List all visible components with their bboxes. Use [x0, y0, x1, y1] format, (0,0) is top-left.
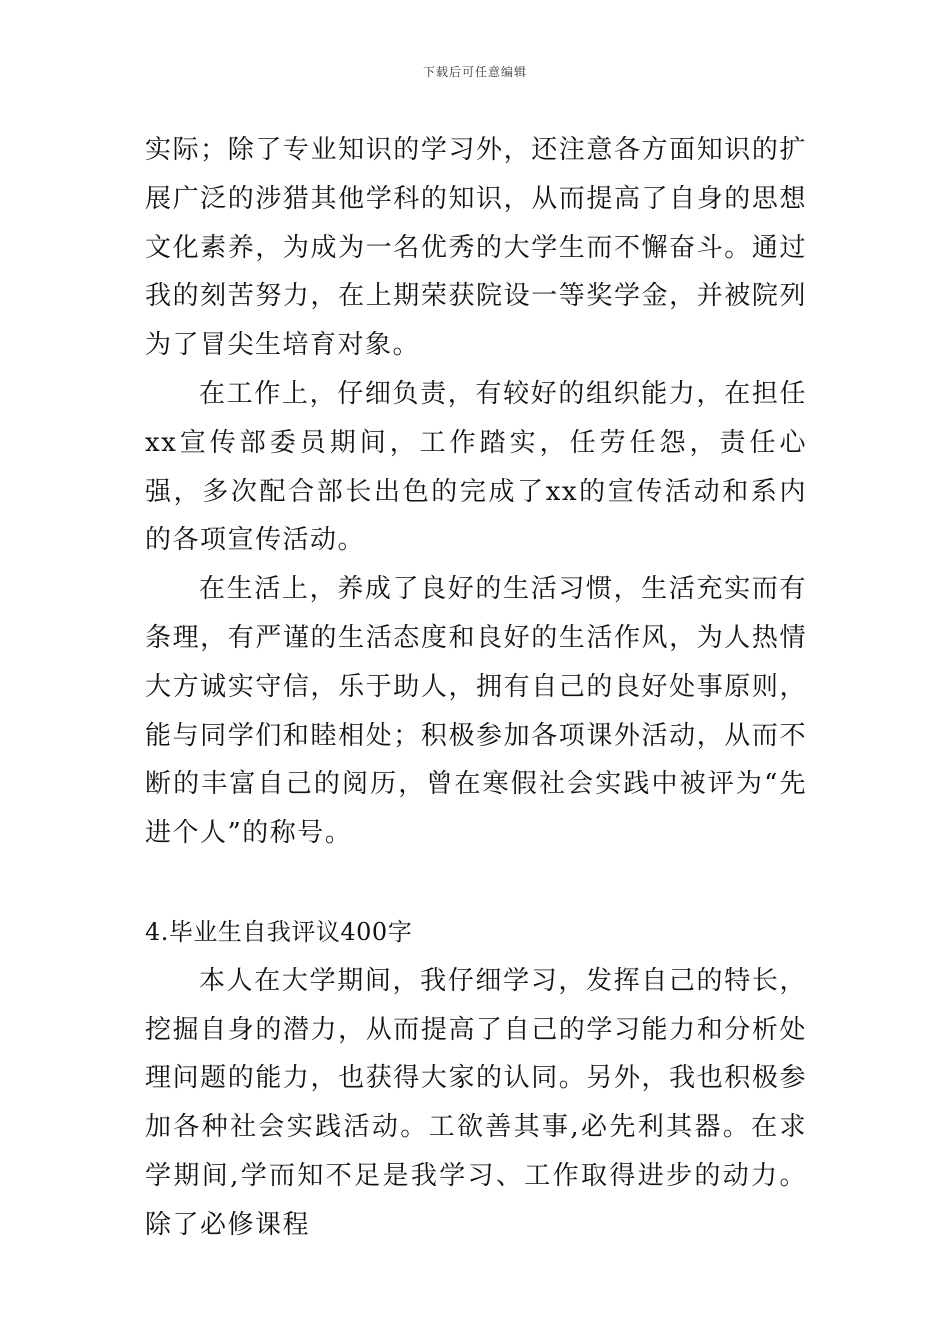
section-heading: 4.毕业生自我评议400字: [145, 917, 413, 946]
paragraph-self-evaluation: 本人在大学期间，我仔细学习，发挥自己的特长，挖掘自身的潜力，从而提高了自己的学习能力和分析处理问题的能力，也获得大家的认同。另外，我也积极参加各种社会实践活动。工欲善其事,必先利其器。在求学期间,学而知不足是我学习、工作取得进步的动力。除了必修课程: [145, 965, 807, 1240]
paragraph-study-continuation: 实际；除了专业知识的学习外，还注意各方面知识的扩展广泛的涉猎其他学科的知识，从而提高了自身的思想文化素养，为成为一名优秀的大学生而不懈奋斗。通过我的刻苦努力，在上期荣获院设一等奖学金，并被院列为了冒尖生培育对象。: [145, 135, 807, 361]
page-header-note: 下载后可任意编辑: [422, 65, 527, 79]
section-spacer: [145, 858, 807, 908]
document-body: [145, 126, 807, 1250]
paragraph-life: 在生活上，养成了良好的生活习惯，生活充实而有条理，有严谨的生活态度和良好的生活作风，为人热情大方诚实守信，乐于助人，拥有自己的良好处事原则，能与同学们和睦相处；积极参加各项课外活动，从而不断的丰富自己的阅历，曾在寒假社会实践中被评为“先进个人”的称号。: [145, 574, 807, 849]
paragraph-work: 在工作上，仔细负责，有较好的组织能力，在担任xx宣传部委员期间，工作踏实，任劳任怨，责任心强，多次配合部长出色的完成了xx的宣传活动和系内的各项宣传活动。: [145, 378, 807, 556]
